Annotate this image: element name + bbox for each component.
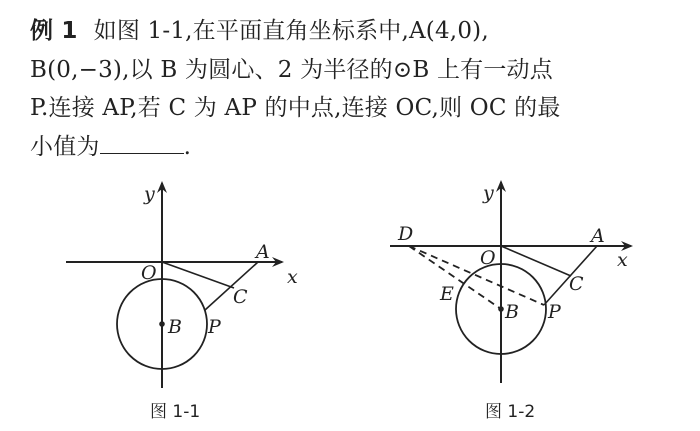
- fig1-point-b: [159, 321, 165, 327]
- figure-1-1: [66, 183, 282, 388]
- fig2-segment-oc: [501, 246, 571, 276]
- fig2-label-c: C: [569, 273, 584, 295]
- fig1-caption: 图 1-1: [150, 402, 201, 422]
- fig2-point-b: [498, 306, 504, 312]
- fig1-label-y: y: [144, 183, 155, 205]
- fig2-label-d: D: [398, 223, 414, 245]
- problem-line-1-text: 如图 1-1,在平面直角坐标系中,A(4,0),: [93, 18, 489, 44]
- fig2-label-b: B: [505, 301, 519, 323]
- problem-line-4-text: 小值为: [30, 133, 100, 160]
- example-label: 例 1: [30, 18, 78, 44]
- fig1-label-a: A: [256, 241, 270, 263]
- fig2-label-x: x: [617, 249, 628, 271]
- fig2-label-p: P: [548, 301, 561, 323]
- fig1-label-b: B: [168, 316, 182, 338]
- fig1-label-p: P: [208, 316, 221, 338]
- fig2-label-y: y: [483, 182, 494, 204]
- fig1-label-c: C: [233, 286, 248, 308]
- problem-line-2: B(0,−3),以 B 为圆心、2 为半径的⊙B 上有一动点: [30, 56, 553, 83]
- fig1-label-x: x: [287, 266, 298, 288]
- fig1-segment-oc: [162, 262, 234, 288]
- fig1-segment-ap: [205, 262, 258, 310]
- fig2-caption: 图 1-2: [485, 402, 536, 422]
- problem-line-3: P.连接 AP,若 C 为 AP 的中点,连接 OC,则 OC 的最: [30, 95, 561, 121]
- fig2-label-o: O: [480, 247, 496, 269]
- fig2-label-a: A: [591, 225, 605, 247]
- fig2-label-e: E: [440, 283, 454, 305]
- fig2-dashed-dp: [409, 246, 544, 305]
- fig1-label-o: O: [141, 262, 157, 284]
- problem-line-4-end: .: [183, 133, 192, 160]
- figure-1-2: [390, 182, 631, 383]
